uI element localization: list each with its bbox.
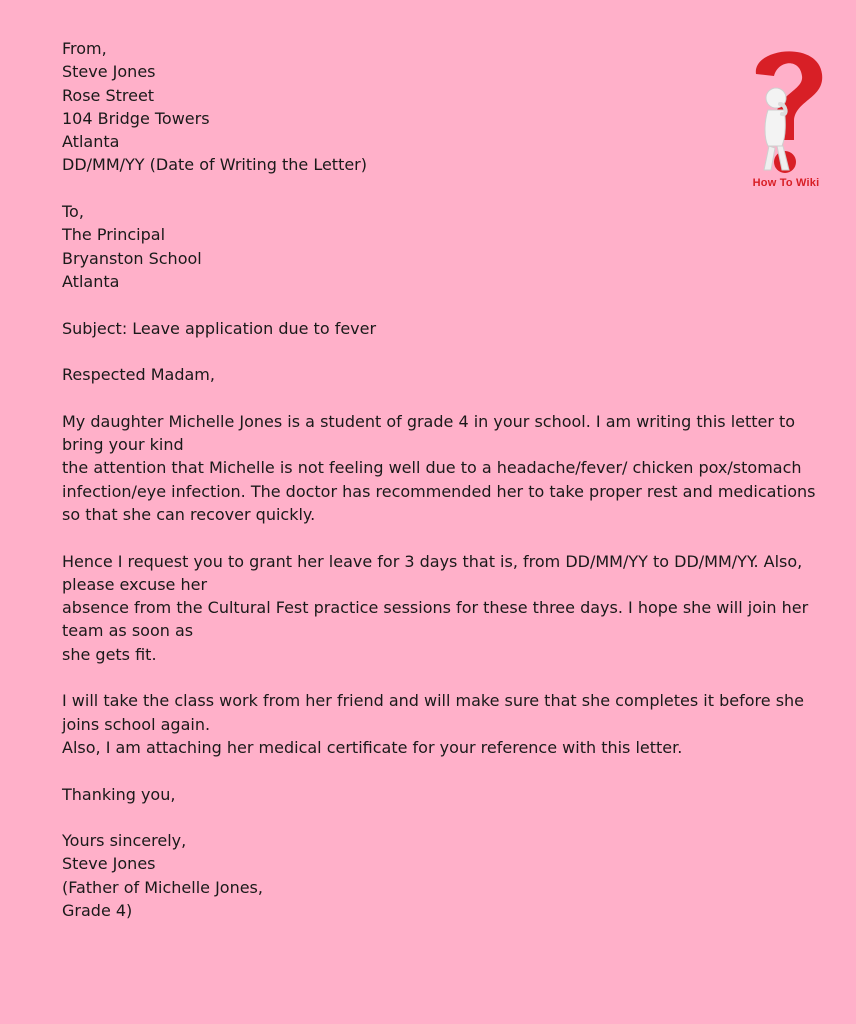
paragraph-line: please excuse her bbox=[62, 574, 208, 594]
spacer bbox=[62, 177, 812, 200]
paragraph-line: Hence I request you to grant her leave for 3 days that is, from DD/MM/YY to DD/MM/YY. Also, bbox=[62, 551, 803, 571]
signoff: Yours sincerely, bbox=[62, 831, 187, 851]
paragraph-line: My daughter Michelle Jones is a student of grade 4 in your school. I am writing this letter to bbox=[62, 411, 796, 431]
signer-name: Steve Jones bbox=[62, 854, 156, 874]
spacer bbox=[62, 526, 812, 549]
sender-address bbox=[62, 37, 812, 177]
how-to-wiki-logo bbox=[742, 44, 830, 194]
paragraph-line: the attention that Michelle is not feeling well due to a headache/fever/ chicken pox/stomach bbox=[62, 458, 802, 478]
spacer bbox=[62, 759, 812, 782]
paragraph-line: team as soon as bbox=[62, 621, 194, 641]
recipient-city: Atlanta bbox=[62, 271, 120, 291]
recipient-address bbox=[62, 200, 812, 293]
spacer bbox=[62, 806, 812, 829]
paragraph-line: so that she can recover quickly. bbox=[62, 504, 316, 524]
signer-grade: Grade 4) bbox=[62, 900, 133, 920]
greeting: Respected Madam, bbox=[62, 365, 215, 385]
paragraph-line: I will take the class work from her friend and will make sure that she completes it before she bbox=[62, 691, 805, 711]
paragraph-line: joins school again. bbox=[62, 714, 211, 734]
closing-block bbox=[62, 829, 812, 922]
recipient-title: The Principal bbox=[62, 225, 166, 245]
from-label: From, bbox=[62, 39, 107, 58]
paragraph-3 bbox=[62, 689, 812, 759]
spacer bbox=[62, 340, 812, 363]
paragraph-line: Also, I am attaching her medical certificate for your reference with this letter. bbox=[62, 737, 683, 757]
sender-city: Atlanta bbox=[62, 132, 120, 152]
sender-building: 104 Bridge Towers bbox=[62, 108, 210, 128]
to-label: To, bbox=[62, 202, 84, 222]
letter-date: DD/MM/YY (Date of Writing the Letter) bbox=[62, 155, 367, 175]
paragraph-line: absence from the Cultural Fest practice sessions for these three days. I hope she will join her bbox=[62, 598, 809, 618]
paragraph-line: infection/eye infection. The doctor has recommended her to take proper rest and medications bbox=[62, 481, 816, 501]
thanks-line: Thanking you, bbox=[62, 784, 176, 804]
paragraph-2 bbox=[62, 550, 812, 666]
signer-relation: (Father of Michelle Jones, bbox=[62, 877, 263, 897]
paragraph-1 bbox=[62, 410, 816, 526]
spacer bbox=[62, 293, 812, 316]
recipient-school: Bryanston School bbox=[62, 248, 202, 268]
sender-name: Steve Jones bbox=[62, 62, 156, 82]
paragraph-line: bring your kind bbox=[62, 435, 184, 455]
question-mark-figure-icon bbox=[742, 44, 830, 179]
spacer bbox=[62, 666, 812, 689]
subject-line: Subject: Leave application due to fever bbox=[62, 318, 377, 338]
letter-body bbox=[62, 37, 816, 922]
sender-street: Rose Street bbox=[62, 85, 155, 105]
logo-text: How To Wiki bbox=[752, 177, 820, 189]
paragraph-line: she gets fit. bbox=[62, 644, 157, 664]
spacer bbox=[62, 386, 812, 409]
